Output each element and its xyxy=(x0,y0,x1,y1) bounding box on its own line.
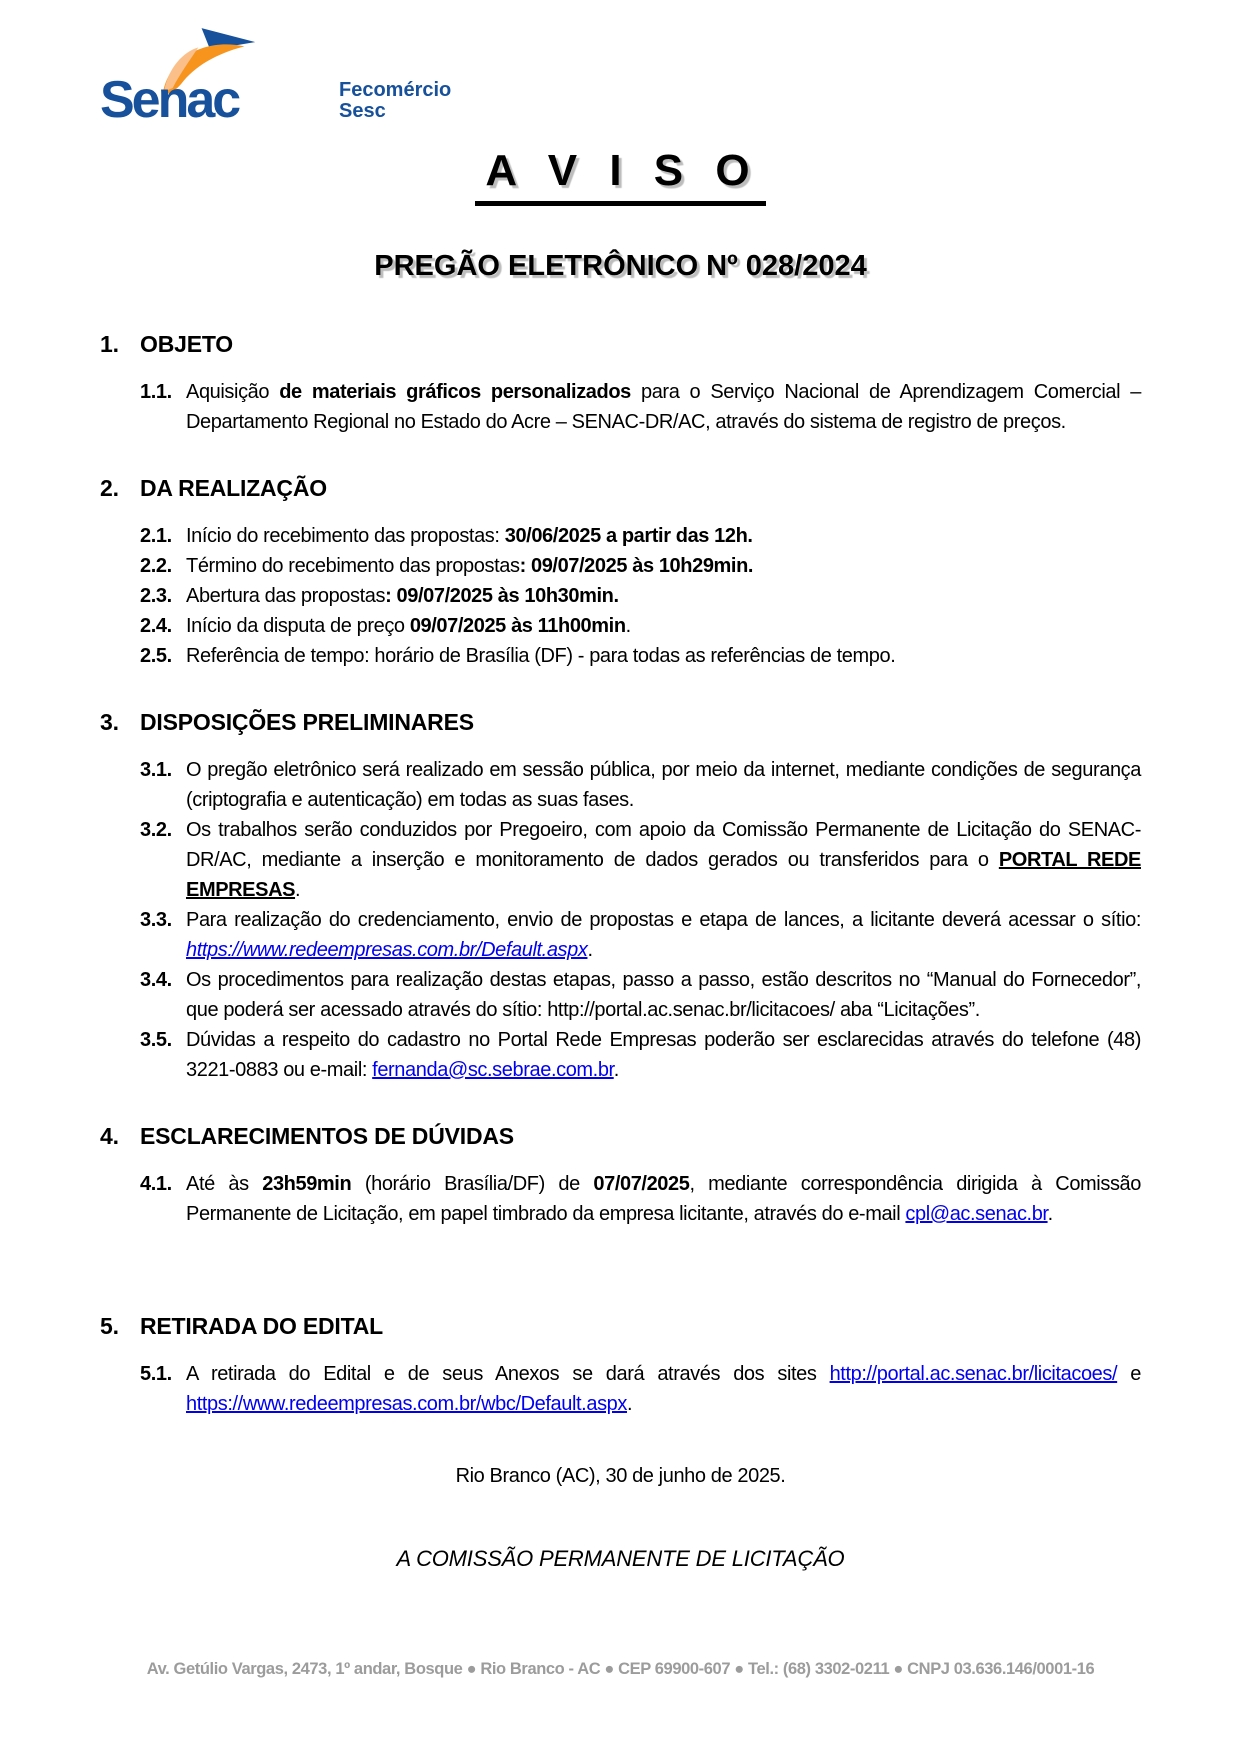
clause-text xyxy=(186,755,1141,815)
clause-number: 2.5. xyxy=(140,645,172,667)
clause-item xyxy=(140,377,1141,437)
clause-item xyxy=(140,641,1141,671)
clause-item xyxy=(140,1169,1141,1229)
hyperlink[interactable]: https://www.redeempresas.com.br/wbc/Default.aspx xyxy=(186,1393,627,1415)
text-segment: Término do recebimento das propostas xyxy=(186,555,520,577)
clause-text xyxy=(186,641,1141,671)
clause-text xyxy=(186,905,1141,965)
section-heading xyxy=(100,473,1141,503)
senac-logo-mark xyxy=(100,30,325,129)
clause-item xyxy=(140,1025,1141,1085)
section-heading xyxy=(100,707,1141,737)
clause-item xyxy=(140,581,1141,611)
section-title: ESCLARECIMENTOS DE DÚVIDAS xyxy=(140,1123,514,1149)
text-segment: e xyxy=(1117,1363,1141,1385)
clause-number: 2.3. xyxy=(140,585,172,607)
clause-number: 3.2. xyxy=(140,819,172,841)
section-number: 4. xyxy=(100,1123,119,1149)
page-title-text: A V I S O xyxy=(475,146,765,206)
clause-number: 1.1. xyxy=(140,381,172,403)
text-segment: . xyxy=(625,615,631,637)
text-segment: Dúvidas a respeito do cadastro no Portal Rede Empresas poderão ser esclarecidas através do telefone (48) 3221-0883 ou e-mail: xyxy=(186,1029,1141,1081)
section-title: DA REALIZAÇÃO xyxy=(140,475,327,501)
text-segment: Referência de tempo: horário de Brasília (DF) - para todas as referências de tempo. xyxy=(186,645,896,667)
clause-text xyxy=(186,581,1141,611)
section xyxy=(100,473,1141,671)
text-segment: Para realização do credenciamento, envio de propostas e etapa de lances, a licitante deverá acessar o sítio: xyxy=(186,909,1141,931)
text-segment: de materiais gráficos personalizados xyxy=(279,381,631,403)
signature-line: A COMISSÃO PERMANENTE DE LICITAÇÃO xyxy=(396,1546,845,1571)
hyperlink[interactable]: http://portal.ac.senac.br/licitacoes/ xyxy=(829,1363,1118,1385)
text-segment: . xyxy=(1047,1203,1053,1225)
text-segment: : 09/07/2025 às 10h30min. xyxy=(385,585,619,607)
clause-text xyxy=(186,551,1141,581)
text-segment: A retirada do Edital e de seus Anexos se dará através dos sites xyxy=(186,1363,830,1385)
section xyxy=(100,1121,1141,1229)
senac-wordmark: Senac xyxy=(100,71,239,129)
text-segment: (horário Brasília/DF) de xyxy=(351,1173,594,1195)
text-segment: 07/07/2025 xyxy=(593,1173,690,1195)
section-title: OBJETO xyxy=(140,331,233,357)
section-title: RETIRADA DO EDITAL xyxy=(140,1313,383,1339)
text-segment: 09/07/2025 às 11h00min xyxy=(409,615,626,637)
section xyxy=(100,329,1141,437)
text-segment: para o Serviço Nacional de Aprendizagem Comercial – Departamento Regional no Estado do Acre – SENAC-DR/AC, através do sistema de registro de preços. xyxy=(186,381,1141,433)
page-title xyxy=(100,146,1141,206)
senac-logo xyxy=(100,30,1141,129)
section-number: 3. xyxy=(100,709,119,735)
clause-text xyxy=(186,815,1141,905)
subtitle: PREGÃO ELETRÔNICO Nº 028/2024 xyxy=(374,250,867,282)
hyperlink[interactable]: https://www.redeempresas.com.br/Default.aspx xyxy=(186,939,588,961)
clause-text xyxy=(186,611,1141,641)
section-number: 1. xyxy=(100,331,119,357)
clause-text xyxy=(186,1025,1141,1085)
clause-text xyxy=(186,1169,1141,1229)
text-segment: Os trabalhos serão conduzidos por Pregoeiro, com apoio da Comissão Permanente de Licitação do SENAC-DR/AC, mediante a inserção e monitoramento de dados gerados ou transferidos para o xyxy=(186,819,1141,871)
clause-number: 3.5. xyxy=(140,1029,172,1051)
clause-item xyxy=(140,521,1141,551)
clause-item xyxy=(140,551,1141,581)
section-title: DISPOSIÇÕES PRELIMINARES xyxy=(140,709,474,735)
text-segment: 23h59min xyxy=(262,1173,352,1195)
clause-number: 2.4. xyxy=(140,615,172,637)
clause-number: 2.1. xyxy=(140,525,172,547)
text-segment: Abertura das propostas xyxy=(186,585,386,607)
hyperlink[interactable]: fernanda@sc.sebrae.com.br xyxy=(372,1059,614,1081)
text-segment: . xyxy=(295,879,301,901)
text-segment: : 09/07/2025 às 10h29min. xyxy=(519,555,754,577)
section-heading xyxy=(100,1121,1141,1151)
text-segment: 30/06/2025 a partir das 12h. xyxy=(504,525,753,547)
clause-number: 3.1. xyxy=(140,759,172,781)
fecomercio-label: Fecomércio xyxy=(339,79,452,101)
clause-number: 5.1. xyxy=(140,1363,172,1385)
text-segment: O pregão eletrônico será realizado em sessão pública, por meio da internet, mediante condições de segurança (criptografia e autenticação) em todas as suas fases. xyxy=(186,759,1141,811)
text-segment: Início da disputa de preço xyxy=(186,615,410,637)
section-number: 5. xyxy=(100,1313,119,1339)
sesc-label: Sesc xyxy=(339,100,386,122)
text-segment: Aquisição xyxy=(186,381,280,403)
text-segment: Início do recebimento das propostas: xyxy=(186,525,505,547)
clause-item xyxy=(140,1359,1141,1419)
section-heading xyxy=(100,1311,1141,1341)
text-segment: . xyxy=(587,939,593,961)
section-number: 2. xyxy=(100,475,119,501)
text-segment: Os procedimentos para realização destas etapas, passo a passo, estão descritos no “Manual do Fornecedor”, que poderá ser acessado através do sítio: http://portal.ac.senac.br/licitacoes/ aba “Licitações”. xyxy=(186,969,1141,1021)
clause-text xyxy=(186,377,1141,437)
text-segment: Até às xyxy=(186,1173,263,1195)
clause-text xyxy=(186,1359,1141,1419)
footer-address: Av. Getúlio Vargas, 2473, 1º andar, Bosque ● Rio Branco - AC ● CEP 69900-607 ● Tel.: (68) 3302-0211 ● CNPJ 03.636.146/0001-16 xyxy=(146,1660,1095,1678)
clause-number: 4.1. xyxy=(140,1173,172,1195)
text-segment: , mediante correspondência dirigida à Comissão Permanente de Licitação, em papel timbrado da empresa licitante, através do e-mail xyxy=(186,1173,1141,1225)
sections xyxy=(100,329,1141,1419)
section xyxy=(100,1311,1141,1419)
clause-item xyxy=(140,905,1141,965)
clause-text xyxy=(186,965,1141,1025)
section xyxy=(100,707,1141,1085)
fecomercio-sesc-label xyxy=(325,80,451,122)
clause-text xyxy=(186,521,1141,551)
clause-number: 3.3. xyxy=(140,909,172,931)
section-heading xyxy=(100,329,1141,359)
clause-item xyxy=(140,815,1141,905)
clause-item xyxy=(140,755,1141,815)
clause-item xyxy=(140,965,1141,1025)
clause-number: 3.4. xyxy=(140,969,172,991)
clause-item xyxy=(140,611,1141,641)
text-segment: . xyxy=(627,1393,633,1415)
date-line: Rio Branco (AC), 30 de junho de 2025. xyxy=(455,1465,786,1487)
text-segment: . xyxy=(613,1059,619,1081)
clause-number: 2.2. xyxy=(140,555,172,577)
text-segment: PORTAL REDE EMPRESAS xyxy=(186,849,1141,901)
hyperlink[interactable]: cpl@ac.senac.br xyxy=(905,1203,1048,1225)
